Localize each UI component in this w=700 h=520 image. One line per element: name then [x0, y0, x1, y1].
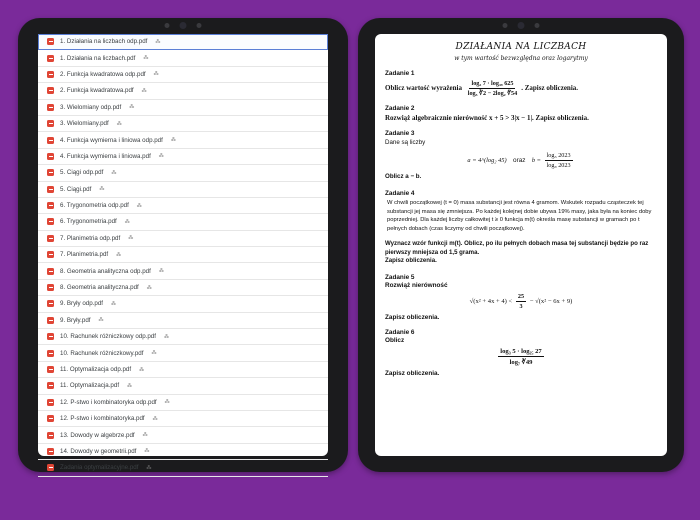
task-label: Zadanie 1 — [385, 70, 415, 77]
shared-icon: ⁂ — [143, 55, 149, 62]
file-name: 5. Ciągi.pdf — [60, 185, 92, 193]
shared-icon: ⁂ — [153, 71, 159, 78]
file-name: 4. Funkcja wymierna i liniowa odp.pdf — [60, 136, 163, 144]
file-name: 14. Dowody w geometrii.pdf — [60, 447, 137, 455]
file-row[interactable] — [38, 329, 328, 345]
fraction — [498, 348, 543, 366]
pdf-file-icon — [47, 55, 54, 62]
pdf-file-icon — [47, 71, 54, 78]
shared-icon: ⁂ — [116, 251, 122, 258]
file-row[interactable] — [38, 378, 328, 394]
shared-icon: ⁂ — [158, 153, 164, 160]
pdf-file-icon — [47, 104, 54, 111]
file-name: 11. Optymalizacja odp.pdf — [60, 366, 132, 373]
right-tablet — [358, 18, 684, 472]
file-name: 9. Bryły.pdf — [60, 316, 91, 324]
file-name: 4. Funkcja wymierna i liniowa.pdf — [60, 152, 151, 160]
camera — [503, 22, 540, 29]
task-1 — [385, 70, 657, 97]
shared-icon: ⁂ — [158, 268, 164, 275]
pdf-file-icon — [47, 284, 54, 291]
task-2 — [385, 105, 657, 122]
file-name: 6. Trygonometria.pdf — [60, 218, 117, 226]
doc-title: DZIAŁANIA NA LICZBACH — [455, 42, 587, 52]
save-instruction: Zapisz obliczenia. — [385, 314, 440, 322]
pdf-file-icon — [47, 366, 54, 373]
pdf-file-icon — [47, 382, 54, 389]
file-row[interactable] — [38, 362, 328, 378]
pdf-file-icon — [47, 464, 54, 471]
file-row[interactable] — [38, 165, 328, 181]
file-row[interactable] — [38, 182, 328, 198]
pdf-file-icon — [47, 333, 54, 340]
file-row[interactable] — [38, 149, 328, 165]
file-name: 11. Optymalizacja.pdf — [60, 382, 120, 390]
file-name: 3. Wielomiany.pdf — [60, 120, 109, 128]
file-name: 2. Funkcja kwadratowa odp.pdf — [60, 70, 146, 78]
pdf-file-icon — [47, 153, 54, 160]
task-text: . Zapisz obliczenia. — [521, 84, 579, 93]
file-row[interactable] — [38, 100, 328, 116]
pdf-file-icon — [47, 251, 54, 258]
numerator: log₂ 7 · log₄₉ 625 — [471, 80, 514, 87]
task-4 — [385, 190, 657, 266]
formula-b-prefix: b = — [531, 156, 541, 164]
pdf-file-icon — [47, 218, 54, 225]
shared-icon: ⁂ — [111, 300, 116, 307]
left-tablet — [18, 18, 348, 472]
doc-subtitle: w tym wartość bezwzględna oraz logarytmy — [454, 55, 588, 62]
file-name: 1. Działania na liczbach.pdf — [60, 54, 136, 62]
pdf-file-icon — [47, 87, 54, 94]
shared-icon: ⁂ — [170, 137, 176, 144]
file-name: 7. Planimetria.pdf — [60, 251, 109, 259]
task-3 — [385, 130, 657, 182]
shared-icon: ⁂ — [163, 333, 169, 340]
shared-icon: ⁂ — [164, 399, 170, 406]
task-text: Rozwiąż nierówność — [385, 282, 448, 290]
file-list-screen — [38, 34, 328, 472]
denominator: log₉ 2023 — [546, 161, 571, 169]
shared-icon: ⁂ — [129, 104, 135, 111]
shared-icon: ⁂ — [141, 87, 147, 94]
pdf-file-icon — [47, 415, 54, 422]
pdf-file-icon — [47, 137, 54, 144]
shared-icon: ⁂ — [152, 415, 158, 422]
shared-icon: ⁂ — [146, 464, 152, 471]
connector-text: oraz — [513, 156, 526, 164]
pdf-file-icon — [47, 448, 54, 455]
shared-icon: ⁂ — [127, 382, 133, 389]
pdf-file-icon — [47, 300, 54, 307]
task-instruction: Wyznacz wzór funkcji m(t). Oblicz, po ilu pełnych dobach masa tej substancji będzie po raz pierwszy mniejsza od 1,5 grama. — [385, 239, 649, 256]
file-name: 12. P-stwo i kombinatoryka.pdf — [60, 415, 145, 423]
shared-icon: ⁂ — [151, 350, 157, 357]
file-row[interactable] — [38, 247, 328, 263]
pdf-document — [375, 34, 667, 377]
file-name: 13. Dowody w algebrze.pdf — [60, 431, 135, 439]
shared-icon: ⁂ — [124, 218, 130, 225]
fraction — [516, 293, 526, 310]
file-name: 5. Ciągi odp.pdf — [60, 169, 104, 177]
file-name: 1. Działania na liczbach odp.pdf — [60, 38, 148, 46]
pdf-file-icon — [47, 38, 54, 45]
file-name: 12. P-stwo i kombinatoryka odp.pdf — [60, 398, 157, 406]
pdf-viewer-screen[interactable] — [375, 34, 667, 456]
task-text: W chwili początkowej (t = 0) masa substancji jest równa 4 gramom. Wskutek rozpadu cząsteczek tej substancji jej masa się zmniejsza. Po każdej kolejnej dobie ubywa 19% masy, jaka była na koniec doby poprzedniej. Dla każdej liczby całkowitej t ≥ 0 funkcja m(t) określa masę substancji w gramach po t pełnych dobach (czas liczymy od chwili początkowej). — [387, 199, 652, 233]
formula-a: a = 4^(log₂ 45) — [467, 156, 507, 164]
numerator: log₃ 2023 — [546, 151, 571, 159]
save-instruction: Zapisz obliczenia. — [385, 370, 440, 378]
task-label: Zadanie 6 — [385, 329, 415, 337]
task-text: Oblicz wartość wyrażenia — [385, 84, 462, 93]
fraction — [545, 152, 573, 169]
numerator: 25 — [517, 293, 525, 301]
shared-icon: ⁂ — [139, 366, 145, 373]
shared-icon: ⁂ — [142, 432, 148, 439]
denominator: log₅ ∛2 − 2log₂ ∜54 — [467, 90, 518, 97]
file-name: 10. Rachunek różniczkowy.pdf — [60, 349, 144, 357]
pdf-file-icon — [47, 120, 54, 127]
pdf-file-icon — [47, 432, 54, 439]
file-list — [38, 34, 328, 477]
file-name: 3. Wielomiany odp.pdf — [60, 103, 122, 111]
denominator: 3 — [519, 303, 523, 311]
task-6 — [385, 329, 657, 377]
pdf-file-icon — [47, 317, 54, 324]
file-row[interactable] — [38, 83, 328, 99]
file-name: 8. Geometria analityczna.pdf — [60, 284, 139, 292]
file-name: 8. Geometria analityczna odp.pdf — [60, 267, 151, 275]
numerator: log₃ 5 · log₂₅ 27 — [500, 348, 542, 356]
shared-icon: ⁂ — [128, 235, 134, 242]
shared-icon: ⁂ — [144, 448, 150, 455]
file-name: 10. Rachunek różniczkowy odp.pdf — [60, 333, 156, 341]
file-row[interactable] — [38, 116, 328, 132]
file-row[interactable] — [38, 345, 328, 361]
task-label: Zadanie 2 — [385, 105, 415, 112]
shared-icon: ⁂ — [98, 317, 104, 324]
file-name: 7. Planimetria odp.pdf — [60, 234, 121, 242]
denominator: log₇ ∛49 — [509, 359, 533, 367]
shared-icon: ⁂ — [116, 120, 122, 127]
file-row[interactable] — [38, 132, 328, 148]
file-row[interactable] — [38, 296, 328, 312]
file-row[interactable] — [38, 444, 328, 460]
task-5 — [385, 274, 657, 321]
file-row[interactable] — [38, 460, 328, 476]
file-row[interactable] — [38, 280, 328, 296]
file-row[interactable] — [38, 67, 328, 83]
task-label: Zadanie 5 — [385, 274, 415, 282]
task-text: Rozwiąż algebraicznie nierówność x + 5 > 3|x − 1|. Zapisz obliczenia. — [385, 114, 589, 122]
pdf-file-icon — [47, 399, 54, 406]
file-row[interactable] — [38, 50, 328, 66]
file-name: 6. Trygonometria odp.pdf — [60, 202, 129, 210]
task-text: Dane są liczby — [385, 139, 426, 146]
task-label: Zadanie 4 — [385, 189, 415, 197]
save-instruction: Zapisz obliczenia. — [385, 257, 437, 265]
file-name: 2. Funkcja kwadratowa.pdf — [60, 87, 134, 95]
file-name: Zadania optymalizacyjne.pdf — [60, 464, 139, 472]
task-text: Oblicz a − b. — [385, 172, 422, 180]
pdf-file-icon — [47, 235, 54, 242]
formula-rhs: − √(x² − 6x + 9) — [529, 298, 573, 306]
file-row[interactable] — [38, 34, 328, 50]
task-label: Zadanie 3 — [385, 130, 415, 137]
fraction — [466, 80, 520, 97]
pdf-file-icon — [47, 186, 54, 193]
file-row[interactable] — [38, 263, 328, 279]
pdf-file-icon — [47, 202, 54, 209]
file-row[interactable] — [38, 395, 328, 411]
shared-icon: ⁂ — [155, 38, 161, 45]
task-text: Oblicz — [385, 337, 405, 345]
pdf-file-icon — [47, 350, 54, 357]
shared-icon: ⁂ — [111, 169, 117, 176]
file-row[interactable] — [38, 427, 328, 443]
shared-icon: ⁂ — [99, 186, 105, 193]
file-row[interactable] — [38, 198, 328, 214]
file-name: 9. Bryły odp.pdf — [60, 300, 103, 308]
camera — [165, 22, 202, 29]
file-row[interactable] — [38, 411, 328, 427]
pdf-file-icon — [47, 169, 54, 176]
formula-lhs: √(x² + 4x + 4) < — [469, 298, 513, 306]
pdf-file-icon — [47, 268, 54, 275]
file-row[interactable] — [38, 313, 328, 329]
shared-icon: ⁂ — [146, 284, 152, 291]
file-row[interactable] — [38, 231, 328, 247]
shared-icon: ⁂ — [136, 202, 142, 209]
file-row[interactable] — [38, 214, 328, 230]
